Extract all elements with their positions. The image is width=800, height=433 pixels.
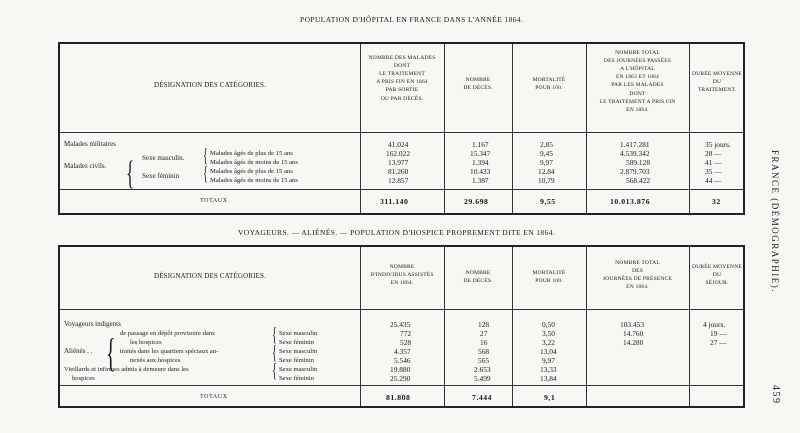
t1-r0-c1: 41.024 (388, 140, 409, 149)
table2-header-col2: NOMBRE DE DÉCÈS. (463, 270, 493, 285)
t2-r2-c4: 14.280 (623, 338, 644, 347)
label-vieillards-2: hospices (72, 375, 95, 382)
t2-r4-c3: 9,97 (542, 356, 555, 365)
table2-header-designation: DÉSIGNATION DES CATÉGORIES. (154, 272, 266, 280)
t2-r0-c3: 0,50 (542, 320, 555, 329)
t1-r3-c1: 81.260 (388, 167, 409, 176)
t2-r3-c1: 4.357 (394, 347, 411, 356)
t2-r1-c4: 14.760 (623, 329, 644, 338)
t1-r3-c4: 2.879.703 (620, 167, 650, 176)
table1-header-col5: DURÉE MOYENNE DU TRAITEMENT. (692, 71, 742, 94)
table2-header-col4: NOMBRE TOTAL DES JOURNÉES DE PRÉSENCE EN 1864. (602, 260, 673, 291)
t1-r4-c2: 1.387 (472, 176, 489, 185)
label-totaux-2: TOTAUX (200, 394, 228, 400)
table2-header-col5: DURÉE MOYENNE DU SÉJOUR. (692, 264, 742, 287)
t2-r1-c1: 772 (400, 329, 412, 338)
t1-r3-c2: 10.433 (470, 167, 491, 176)
label-moins-15-1: Malades âgés de moins de 15 ans (210, 159, 298, 166)
t2-total-c2: 7.444 (472, 393, 493, 402)
t1-r2-c4: 589.128 (626, 158, 651, 167)
t1-r1-c5: 28 — (705, 149, 722, 158)
t2-sexe-fem-1: Sexe féminin (279, 339, 314, 346)
t2-r0-c4: 103.453 (620, 320, 645, 329)
t1-total-c1: 311.140 (380, 197, 409, 206)
t1-r3-c3: 12,84 (538, 167, 555, 176)
label-vieillards-1: Vieillards et infirmes admis à demeure dans les (64, 366, 189, 373)
table2-header-col1: NOMBRE D'INDIVIDUS ASSISTÉS EN 1864. (370, 264, 434, 287)
t2-total-c1: 81.808 (386, 393, 411, 402)
label-plus-15-2: Malades âgés de plus de 15 ans (210, 168, 293, 175)
label-sexe-feminin-1: Sexe féminin (142, 172, 180, 180)
t1-r1-c3: 9,45 (540, 149, 553, 158)
label-traites-2: nexés aux hospices (130, 357, 181, 364)
t2-r1-c3: 3,50 (542, 329, 555, 338)
t2-r5-c1: 19.880 (390, 365, 411, 374)
t2-r3-c3: 13,04 (540, 347, 557, 356)
label-traites-1: traités dans les quartiers spéciaux an- (120, 348, 219, 355)
label-totaux-1: TOTAUX (200, 198, 228, 204)
t2-r5-c3: 13,33 (540, 365, 557, 374)
table1 (58, 42, 745, 215)
t1-r2-c3: 9,97 (540, 158, 553, 167)
table2-title: VOYAGEURS. — ALIÉNÉS. — POPULATION D'HOSPICE PROPREMENT DITE EN 1864. (238, 228, 556, 237)
t1-r1-c2: 15.347 (470, 149, 491, 158)
table1-header-col3: MORTALITÉ POUR 100. (532, 77, 566, 92)
brace-vieillards: { (272, 360, 277, 382)
t2-r6-c3: 13,84 (540, 374, 557, 383)
t1-r0-c2: 1.167 (472, 140, 489, 149)
t2-r0-c5: 4 jours. (703, 320, 726, 329)
t1-r1-c4: 4.539.342 (620, 149, 650, 158)
label-voyageurs: Voyageurs indigents (64, 320, 121, 328)
t2-sexe-fem-2: Sexe féminin (279, 357, 314, 364)
t2-sexe-masc-3: Sexe masculin (279, 366, 318, 373)
label-malades-militaires: Malades militaires (64, 140, 116, 148)
t1-total-c4: 10.013.876 (610, 197, 651, 206)
t2-r4-c1: 5.546 (394, 356, 411, 365)
brace-passage: { (272, 324, 277, 346)
t1-r4-c1: 12.857 (388, 176, 409, 185)
brace-alienes: { (106, 330, 116, 375)
t2-r6-c1: 25.290 (390, 374, 411, 383)
t2-sexe-masc-1: Sexe masculin (279, 330, 318, 337)
t1-r2-c5: 41 — (705, 158, 722, 167)
t2-r0-c1: 25.435 (390, 320, 411, 329)
t1-r2-c1: 13.977 (388, 158, 409, 167)
t2-r5-c2: 2.653 (474, 365, 491, 374)
t1-r4-c4: 568.422 (626, 176, 651, 185)
table1-header-designation: DÉSIGNATION DES CATÉGORIES. (154, 81, 266, 89)
t2-r1-c5: 19 — (710, 329, 727, 338)
t2-r2-c3: 3,22 (542, 338, 555, 347)
label-sexe-masculin-1: Sexe masculin. (142, 154, 185, 162)
t1-total-c5: 32 (712, 197, 721, 206)
t1-r3-c5: 35 — (705, 167, 722, 176)
table1-header-col4: NOMBRE TOTAL DES JOURNÉES PASSÉES A L'HÔPITAL EN 1863 ET 1864 PAR LES MALADES DONT LE TRAITEMENT A PRIS FIN EN 1864. (599, 50, 676, 113)
label-passage-1: de passage en dépôt provisoire dans (120, 330, 215, 337)
brace-fem-1: { (203, 163, 208, 185)
brace-masc-1: { (203, 145, 208, 167)
t2-r3-c2: 568 (478, 347, 490, 356)
label-passage-2: les hospices (130, 339, 162, 346)
table1-title: POPULATION D'HÔPITAL EN FRANCE DANS L'ANNÉE 1864. (300, 15, 524, 24)
table2 (58, 245, 745, 408)
t1-r1-c1: 162.022 (386, 149, 411, 158)
t2-r2-c5: 27 — (710, 338, 727, 347)
t2-r2-c1: 528 (400, 338, 412, 347)
t2-r4-c2: 565 (478, 356, 490, 365)
t2-r0-c2: 128 (478, 320, 490, 329)
t2-sexe-fem-3: Sexe féminin (279, 375, 314, 382)
t1-r4-c3: 10,79 (538, 176, 555, 185)
t2-r1-c2: 27 (480, 329, 488, 338)
t1-r0-c3: 2,85 (540, 140, 553, 149)
t1-total-c3: 9,55 (540, 197, 556, 206)
t2-r2-c2: 16 (480, 338, 488, 347)
t1-total-c2: 29.698 (464, 197, 489, 206)
t1-r4-c5: 44 — (705, 176, 722, 185)
brace-traites: { (272, 342, 277, 364)
t2-sexe-masc-2: Sexe masculin (279, 348, 318, 355)
brace-civils: { (126, 155, 135, 192)
t2-total-c3: 9,1 (544, 393, 556, 402)
t1-r0-c5: 35 jours. (705, 140, 731, 149)
table2-header-col3: MORTALITÉ POUR 100. (532, 270, 566, 285)
t2-r6-c2: 5.499 (474, 374, 491, 383)
label-alienes: Aliénés . . (64, 347, 93, 355)
t1-r2-c2: 1.394 (472, 158, 489, 167)
label-plus-15-1: Malades âgés de plus de 15 ans (210, 150, 293, 157)
page-number: 459 (770, 385, 781, 405)
label-moins-15-2: Malades âgés de moins de 15 ans (210, 177, 298, 184)
table1-header-col2: NOMBRE DE DÉCÈS. (463, 77, 493, 92)
t1-r0-c4: 1.417.281 (620, 140, 650, 149)
side-running-head: FRANCE (DÉMOGRAPHIE). (770, 150, 780, 294)
label-malades-civils: Malades civils. (64, 162, 107, 170)
table1-header-col1: NOMBRE DES MALADES DONT LE TRAITEMENT A PRIS FIN EN 1864 PAR SORTIE OU PAR DÉCÈS. (368, 55, 436, 102)
